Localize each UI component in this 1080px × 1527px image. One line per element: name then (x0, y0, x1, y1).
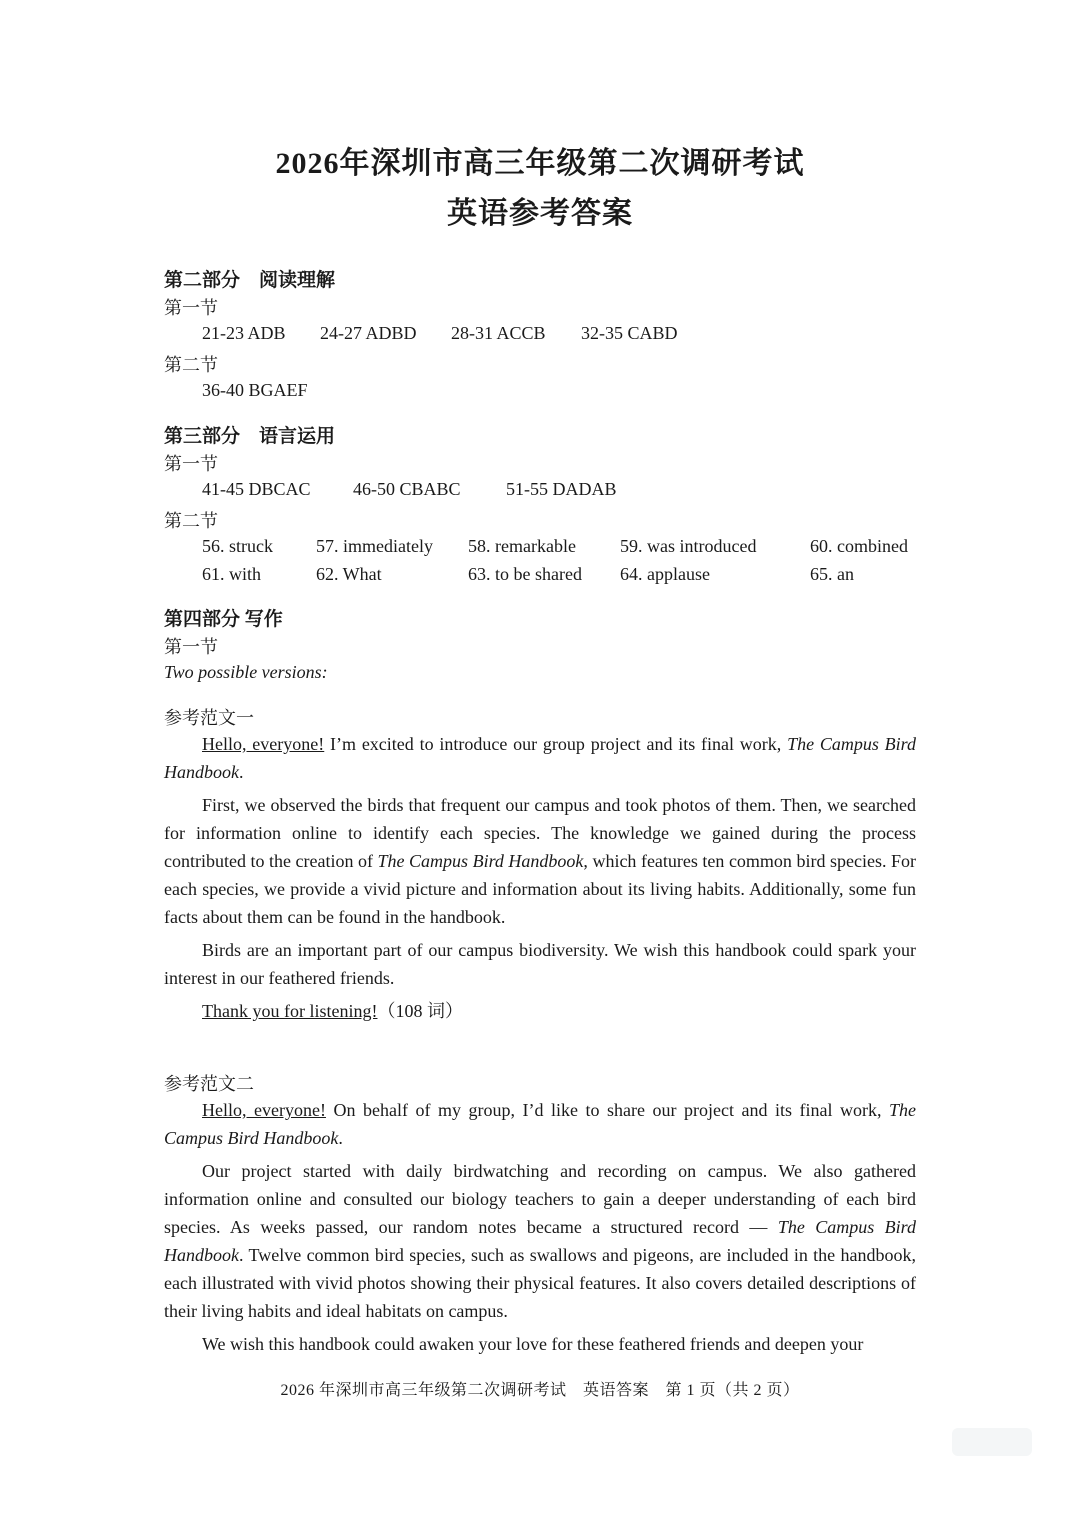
essay-text: . (239, 762, 244, 782)
essay-text: . (338, 1128, 343, 1148)
answer-group: 51-55 DADAB (506, 479, 617, 499)
part2-section1-label: 第一节 (164, 298, 218, 318)
essay1 (164, 730, 916, 1030)
handbook-title: The Campus Bird Handbook (164, 1100, 916, 1148)
word-count: （108 词） (377, 1001, 463, 1021)
essay-text: . Twelve common bird species, such as swallows and pigeons, are included in the handbook, each illustrated with vivid photos showing their physical features. It also covers detailed descriptions of their living habits and ideal habitats on campus. (164, 1245, 916, 1321)
part2-section2-label: 第二节 (164, 355, 218, 375)
answer-group: 46-50 CBABC (353, 479, 461, 499)
answer-group: 21-23 ADB (202, 323, 286, 343)
answer-group: 24-27 ADBD (320, 323, 417, 343)
answer-item: 56. struck (202, 536, 273, 556)
essay2-paragraph (164, 1096, 916, 1152)
page-title: 2026年深圳市高三年级第二次调研考试 (275, 147, 805, 180)
handbook-title: The Campus Bird Handbook (164, 1217, 917, 1265)
answer-item: 57. immediately (316, 536, 433, 556)
essay-text: , which features ten common bird species. For each species, we provide a vivid picture and information about its living habits. Additionally, some fun facts about them can be found in the handbook. (164, 851, 916, 927)
answer-item: 60. combined (810, 536, 908, 556)
answer-item: 65. an (810, 564, 854, 584)
answer-item: 61. with (202, 564, 262, 584)
essay1-paragraph (164, 997, 916, 1025)
essay1-closing: Thank you for listening! (202, 1001, 378, 1021)
answer-group: 32-35 CABD (581, 323, 678, 343)
part2-heading: 第二部分 阅读理解 (164, 270, 336, 291)
answer-item: 64. applause (620, 564, 710, 584)
answer-group: 28-31 ACCB (451, 323, 546, 343)
essay1-greeting: Hello, everyone! (202, 734, 325, 754)
essay2-paragraph (164, 1157, 916, 1325)
page-subtitle: 英语参考答案 (447, 197, 633, 230)
answer-item: 59. was introduced (620, 536, 757, 556)
essay2-paragraph: We wish this handbook could awaken your love for these feathered friends and deepen your (202, 1334, 864, 1354)
handbook-title: The Campus Bird Handbook (377, 851, 584, 871)
essay2-label: 参考范文二 (164, 1074, 254, 1094)
essay-text: On behalf of my group, I’d like to share our project and its final work, (325, 1100, 889, 1120)
essay1-paragraph: Birds are an important part of our campus biodiversity. We wish this handbook could spark your interest in our feathered friends. (164, 940, 916, 988)
part3-section2-label: 第二节 (164, 511, 218, 531)
part4-section1-label: 第一节 (164, 637, 218, 657)
essay-text: I’m excited to introduce our group project and its final work, (324, 734, 788, 754)
handbook-title: The Campus Bird Handbook (164, 734, 917, 782)
essay-text: First, we observed the birds that frequent our campus and took photos of them. Then, we searched for information online to identify each species. The knowledge we gained during the process contributed to the creation of (164, 795, 916, 871)
part4-heading: 第四部分 写作 (164, 609, 283, 630)
part3-heading: 第三部分 语言运用 (164, 426, 336, 447)
answer-item: 62. What (316, 564, 382, 584)
essay2-greeting: Hello, everyone! (202, 1100, 326, 1120)
answer-item: 63. to be shared (468, 564, 582, 584)
essay-text: Our project started with daily birdwatching and recording on campus. We also gathered information online and consulted our biology teachers to gain a deeper understanding of each bird species. As weeks passed, our random notes became a structured record — (164, 1161, 916, 1237)
answer-item: 58. remarkable (468, 536, 576, 556)
versions-note: Two possible versions: (164, 662, 328, 682)
faint-watermark (952, 1428, 1032, 1456)
essay2 (164, 1096, 916, 1363)
page-footer: 2026 年深圳市高三年级第二次调研考试 英语答案 第 1 页（共 2 页） (280, 1382, 800, 1399)
essay1-paragraph (164, 730, 916, 786)
essay1-paragraph (164, 791, 916, 931)
essay1-label: 参考范文一 (164, 708, 254, 728)
answer-group: 36-40 BGAEF (202, 380, 308, 400)
answer-group: 41-45 DBCAC (202, 479, 311, 499)
part3-section1-label: 第一节 (164, 454, 218, 474)
